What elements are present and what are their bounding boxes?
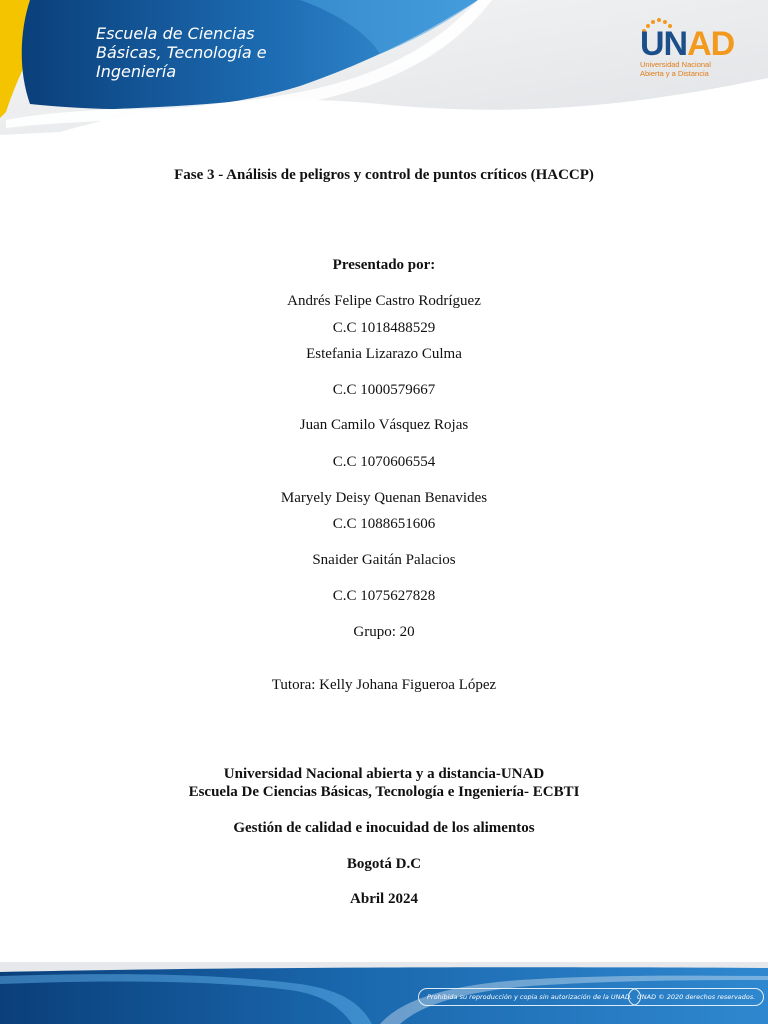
author-id: C.C 1088651606	[332, 516, 436, 532]
document-title: Fase 3 - Análisis de peligros y control de puntos críticos (HACCP)	[174, 167, 594, 183]
author-name: Maryely Deisy Quenan Benavides	[280, 490, 488, 506]
school-name-line: Básicas, Tecnología e	[96, 43, 267, 62]
author-id: C.C 1075627828	[332, 588, 436, 604]
author-id: C.C 1000579667	[332, 382, 436, 398]
school-full-name: Escuela De Ciencias Básicas, Tecnología e Ingeniería- ECBTI	[188, 784, 580, 800]
header-banner	[0, 0, 768, 135]
author-name: Estefania Lizarazo Culma	[306, 346, 462, 362]
footer-banner	[0, 962, 768, 1024]
reproduction-notice: Prohibida su reproducción y copia sin autorización de la UNAD.	[418, 988, 641, 1006]
author-name: Snaider Gaitán Palacios	[312, 552, 456, 568]
course-name: Gestión de calidad e inocuidad de los alimentos	[233, 820, 535, 836]
presented-by-heading: Presentado por:	[332, 257, 436, 273]
author-name: Juan Camilo Vásquez Rojas	[299, 417, 469, 433]
author-id: C.C 1070606554	[332, 454, 436, 470]
city: Bogotá D.C	[346, 856, 422, 872]
ecbti-vertical-label	[0, 0, 26, 56]
ecbti-label-text: ECBTI	[4, 7, 17, 49]
school-name-line: Ingeniería	[96, 62, 177, 81]
university-name: Universidad Nacional abierta y a distancia-UNAD	[223, 766, 545, 782]
logo-word-main: UN	[640, 25, 688, 63]
unad-logo	[636, 18, 735, 84]
copyright-notice: UNAD © 2020 derechos reservados.	[628, 988, 764, 1006]
logo-subtitle-line: Universidad Nacional	[640, 60, 711, 69]
logo-word-accent: AD	[687, 25, 735, 63]
group-number: Grupo: 20	[353, 624, 415, 640]
tutor-name: Tutora: Kelly Johana Figueroa López	[271, 677, 497, 693]
logo-subtitle-line: Abierta y a Distancia	[640, 69, 709, 78]
author-id: C.C 1018488529	[332, 320, 436, 336]
date: Abril 2024	[350, 891, 418, 907]
school-name	[96, 24, 267, 81]
logo-wordmark	[640, 26, 734, 62]
logo-subtitle	[640, 60, 711, 78]
author-name: Andrés Felipe Castro Rodríguez	[287, 293, 481, 309]
school-name-line: Escuela de Ciencias	[96, 24, 255, 43]
